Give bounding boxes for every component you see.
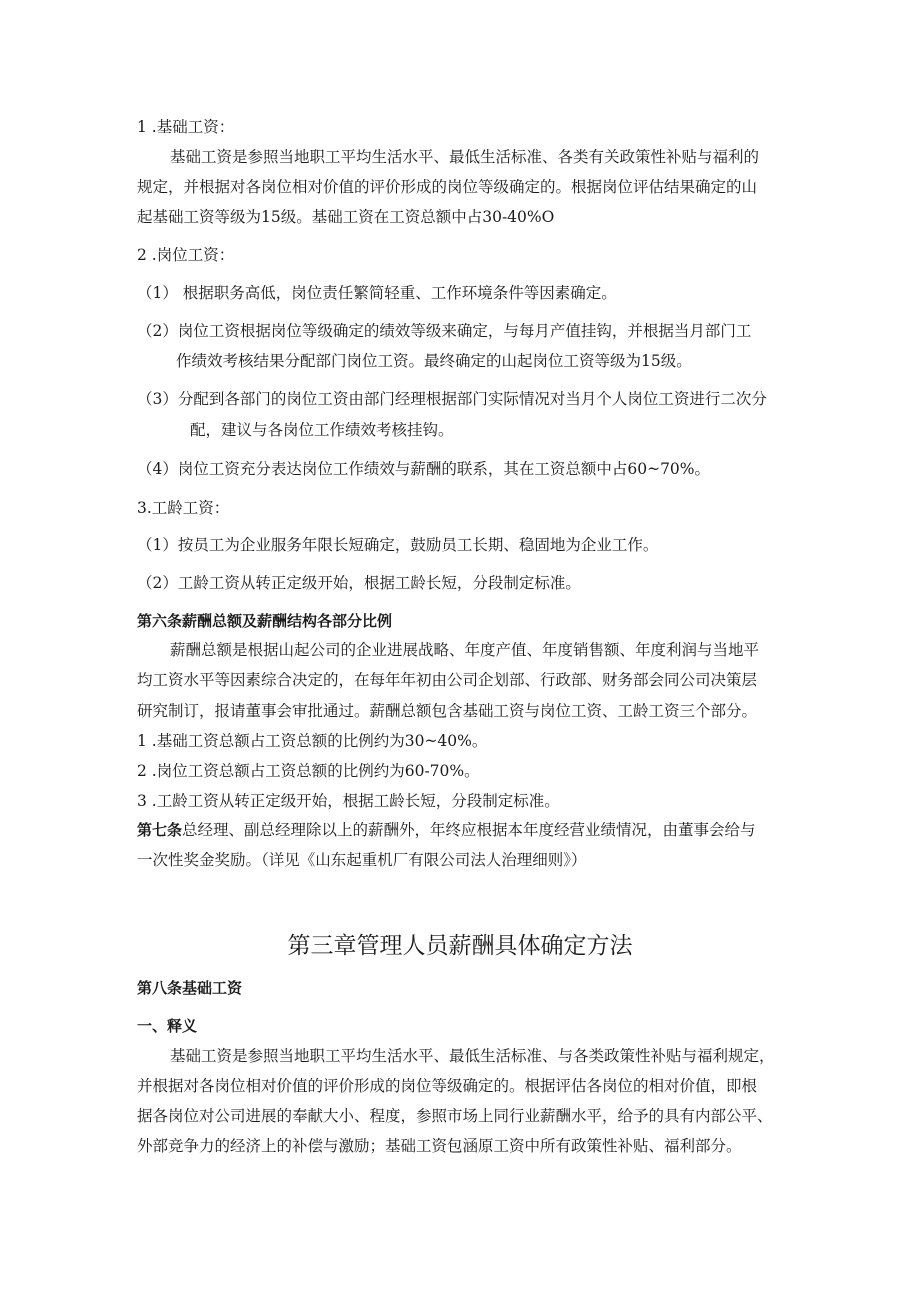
section-2-item: （3）分配到各部门的岗位工资由部门经理根据部门实际情况对当月个人岗位工资进行二次分	[137, 390, 767, 408]
section-2-heading: 2 .岗位工资：	[137, 246, 235, 264]
subsection-paragraph-line: 据各岗位对公司进展的奉献大小、程度，参照市场上同行业薪酬水平，给予的具有内部公平、	[137, 1107, 773, 1125]
section-1-heading: 1 .基础工资：	[137, 118, 235, 136]
section-2-item-continuation: 作绩效考核结果分配部门岗位工资。最终确定的山起岗位工资等级为15级。	[176, 352, 692, 370]
chapter-title: 第三章管理人员薪酬具体确定方法	[287, 933, 633, 959]
section-1-paragraph-line: 规定，并根据对各岗位相对价值的评价形成的岗位等级确定的。根据岗位评估结果确定的山	[137, 178, 758, 196]
article-6-paragraph-line: 均工资水平等因素综合决定的，在每年年初由公司企划部、行政部、财务部会同公司决策层	[137, 671, 758, 689]
section-1-paragraph-line: 基础工资是参照当地职工平均生活水平、最低生活标准、各类有关政策性补贴与福利的	[170, 148, 760, 166]
section-3-item: （2）工龄工资从转正定级开始，根据工龄长短，分段制定标准。	[137, 574, 581, 592]
section-2-item: （2）岗位工资根据岗位等级确定的绩效等级来确定，与每月产值挂钩，并根据当月部门工	[137, 322, 752, 340]
article-6-list-item: 3 .工龄工资从转正定级开始，根据工龄长短，分段制定标准。	[137, 792, 560, 810]
article-6-title: 第六条薪酬总额及薪酬结构各部分比例	[137, 612, 393, 630]
article-6-paragraph-line: 薪酬总额是根据山起公司的企业进展战略、年度产值、年度销售额、年度利润与当地平	[170, 641, 760, 659]
section-1-paragraph-line: 起基础工资等级为15级。基础工资在工资总额中占30-40%O	[137, 208, 555, 226]
article-7-label: 第七条	[137, 821, 183, 839]
section-3-item: （1）按员工为企业服务年限长短确定，鼓励员工长期、稳固地为企业工作。	[137, 536, 659, 554]
section-2-item: （4）岗位工资充分表达岗位工作绩效与薪酬的联系，其在工资总额中占60~70%。	[137, 460, 711, 478]
article-6-paragraph-line: 研究制订，报请董事会审批通过。薪酬总额包含基础工资与岗位工资、工龄工资三个部分。	[137, 702, 758, 720]
subsection-paragraph-line: 基础工资是参照当地职工平均生活水平、最低生活标准、与各类政策性补贴与福利规定，	[170, 1047, 775, 1065]
article-7-text: 总经理、副总经理除以上的薪酬外，年终应根据本年度经营业绩情况，由董事会给与	[182, 821, 756, 839]
article-7-paragraph-line	[137, 820, 756, 840]
article-6-list-item: 1 .基础工资总额占工资总额的比例约为30~40%。	[137, 732, 488, 750]
section-3-heading: 3.工龄工资：	[137, 499, 230, 517]
subsection-paragraph-line: 外部竞争力的经济上的补偿与激励；基础工资包涵原工资中所有政策性补贴、福利部分。	[137, 1137, 742, 1155]
subsection-title: 一、释义	[137, 1017, 198, 1035]
subsection-paragraph-line: 并根据对各岗位相对价值的评价形成的岗位等级确定的。根据评估各岗位的相对价值，即根	[137, 1077, 758, 1095]
article-6-list-item: 2 .岗位工资总额占工资总额的比例约为60-70%。	[137, 762, 480, 780]
article-7-paragraph-line: 一次性奖金奖励。（详见《山东起重机厂有限公司法人治理细则》）	[137, 851, 587, 869]
article-8-title: 第八条基础工资	[137, 979, 243, 997]
section-2-item-continuation: 配，建议与各岗位工作绩效考核挂钩。	[190, 421, 454, 439]
section-2-item: （1） 根据职务高低，岗位责任繁简轻重、工作环境条件等因素确定。	[137, 284, 617, 302]
